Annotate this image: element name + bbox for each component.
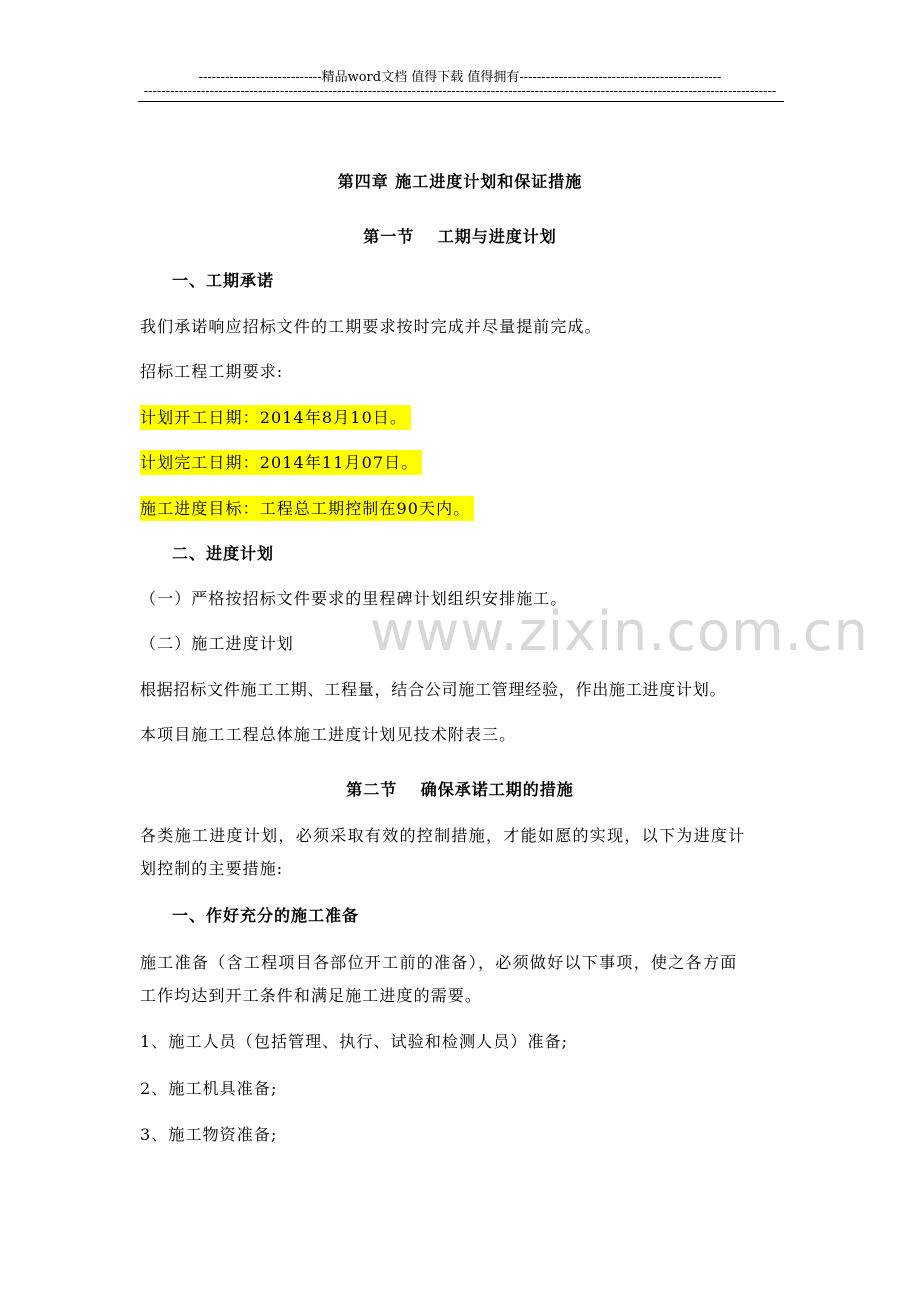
target-highlight: 施工进度目标：工程总工期控制在90天内。: [140, 496, 474, 521]
end-date-line: [140, 452, 422, 474]
schedule-item-1: （一）严格按招标文件要求的里程碑计划组织安排施工。: [140, 589, 568, 608]
section2-title: 第二节 确保承诺工期的措施: [346, 780, 574, 799]
preparation-paragraph-line2: 工作均达到开工条件和满足施工进度的需要。: [140, 986, 483, 1005]
section2-intro-line1: 各类施工进度计划，必须采取有效的控制措施，才能如愿的实现，以下为进度计: [140, 826, 746, 845]
section2-intro-line2: 划控制的主要措施:: [140, 859, 284, 878]
preparation-item-2: 2、施工机具准备;: [140, 1079, 278, 1098]
requirement-label: 招标工程工期要求:: [140, 362, 284, 381]
header-rule: [138, 101, 784, 102]
section1-sub1-heading: 一、工期承诺: [172, 271, 275, 290]
section1-sub2-heading: 二、进度计划: [172, 544, 275, 563]
section1-title: 第一节 工期与进度计划: [363, 227, 557, 246]
target-line: [140, 498, 474, 520]
end-date-highlight: 计划完工日期：2014年11月07日。: [140, 450, 422, 475]
promise-paragraph: 我们承诺响应招标文件的工期要求按时完成并尽量提前完成。: [140, 317, 602, 336]
header-dashes: ------------------------------------------------------------------------------------------------------------------------------------------------: [143, 84, 777, 99]
schedule-paragraph-1: 根据招标文件施工工期、工程量，结合公司施工管理经验，作出施工进度计划。: [140, 680, 727, 699]
chapter-title: 第四章 施工进度计划和保证措施: [337, 172, 583, 191]
header-text: ----------------------------精品word文档 值得下载 值得拥有----------------------------------------------: [198, 70, 722, 85]
watermark: www.zixin.com.cn: [370, 600, 869, 663]
start-date-highlight: 计划开工日期：2014年8月10日。: [140, 405, 411, 430]
preparation-item-1: 1、施工人员（包括管理、执行、试验和检测人员）准备;: [140, 1032, 569, 1051]
section2-sub1-heading: 一、作好充分的施工准备: [172, 906, 360, 925]
preparation-paragraph-line1: 施工准备（含工程项目各部位开工前的准备），必须做好以下事项，使之各方面: [140, 953, 738, 972]
schedule-paragraph-2: 本项目施工工程总体施工进度计划见技术附表三。: [140, 725, 517, 744]
preparation-item-3: 3、施工物资准备;: [140, 1125, 278, 1144]
start-date-line: [140, 407, 411, 429]
schedule-item-2: （二）施工进度计划: [140, 634, 294, 653]
